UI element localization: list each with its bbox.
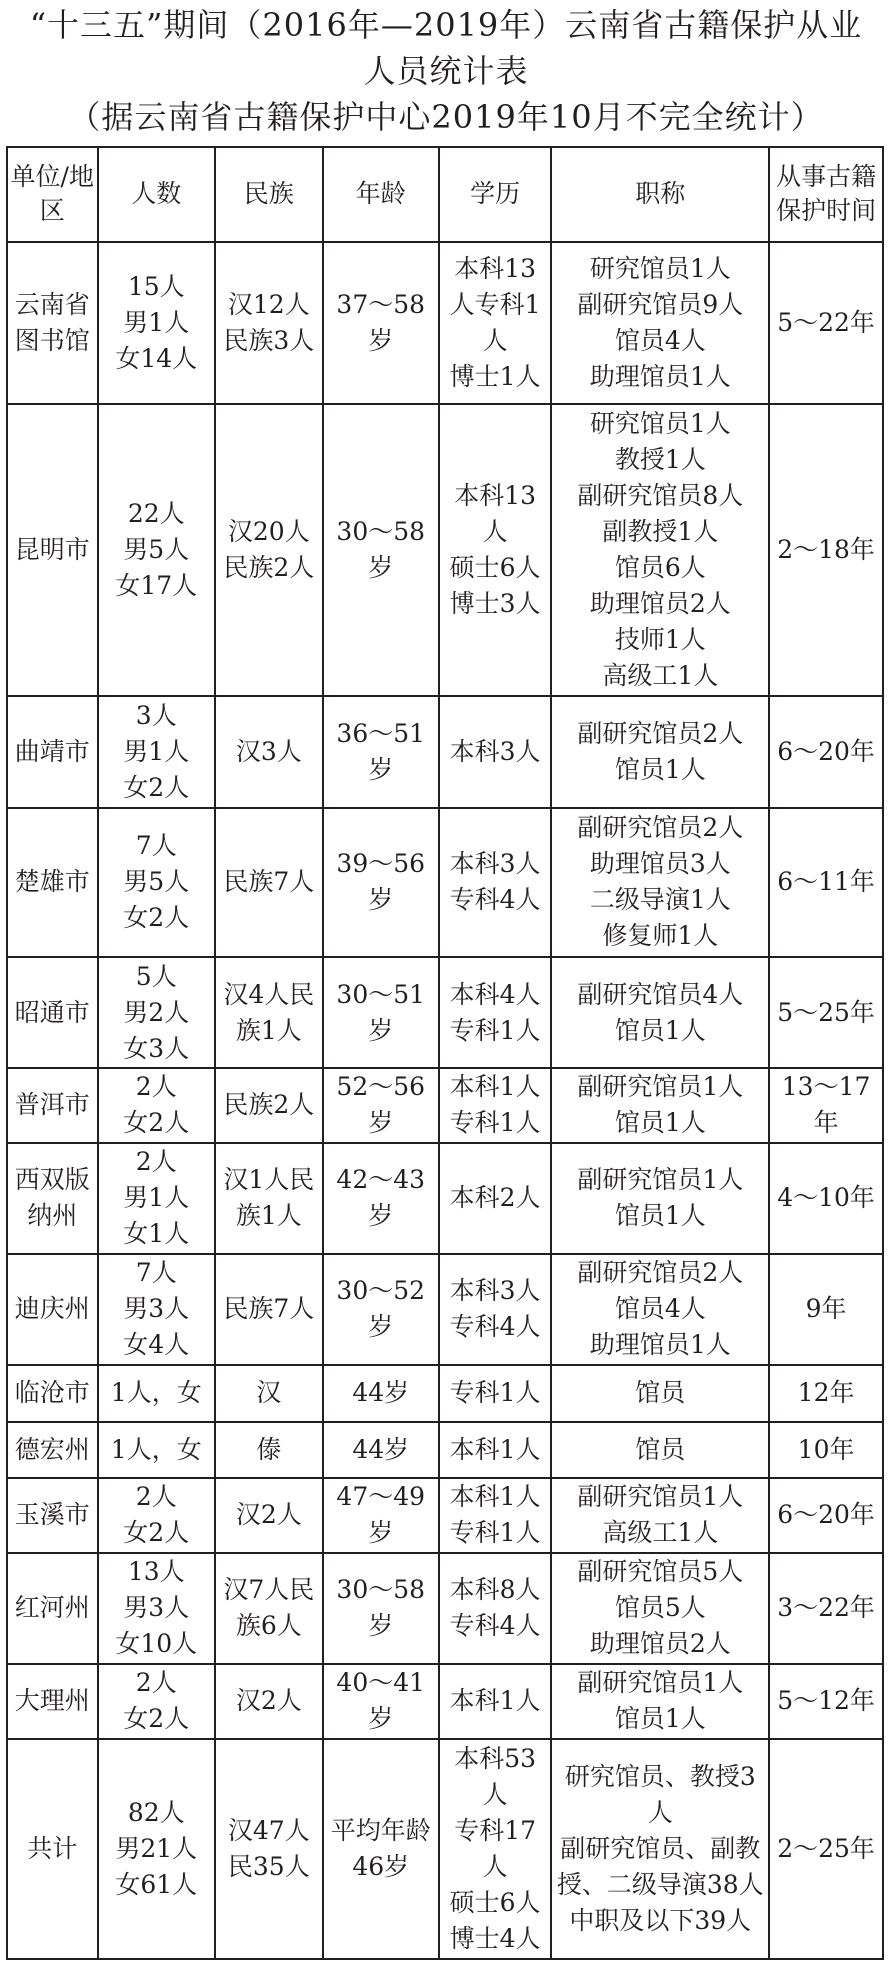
cell-education: 本科3人 专科4人 [439, 1254, 552, 1365]
cell-age: 平均年龄46岁 [323, 1739, 439, 1959]
table-title [0, 0, 892, 140]
cell-education: 本科2人 [439, 1143, 552, 1254]
cell-count: 2人 女2人 [98, 1068, 215, 1143]
header-count: 人数 [98, 147, 215, 242]
table-row [7, 1365, 883, 1422]
cell-title: 研究馆员1人 教授1人 副研究馆员8人 副教授1人 馆员6人 助理馆员2人 技师1人 高级工1人 [551, 404, 769, 697]
cell-years: 2～18年 [769, 404, 883, 697]
cell-ethnicity: 汉2人 [215, 1664, 323, 1739]
cell-education: 本科1人 [439, 1422, 552, 1479]
cell-age: 37～58岁 [323, 242, 439, 404]
cell-years: 5～12年 [769, 1664, 883, 1739]
cell-title: 副研究馆员1人 馆员1人 [551, 1068, 769, 1143]
cell-ethnicity: 汉4人民族1人 [215, 957, 323, 1068]
cell-unit: 昭通市 [7, 957, 98, 1068]
cell-unit: 云南省图书馆 [7, 242, 98, 404]
cell-years: 4～10年 [769, 1143, 883, 1254]
cell-years: 10年 [769, 1422, 883, 1479]
header-education: 学历 [439, 147, 552, 242]
cell-education: 本科1人 专科1人 [439, 1068, 552, 1143]
cell-unit: 昆明市 [7, 404, 98, 697]
cell-age: 36～51岁 [323, 696, 439, 807]
cell-title: 副研究馆员1人 高级工1人 [551, 1478, 769, 1553]
cell-years: 3～22年 [769, 1553, 883, 1664]
table-row [7, 957, 883, 1068]
cell-count: 1人，女 [98, 1365, 215, 1422]
cell-unit: 普洱市 [7, 1068, 98, 1143]
cell-title: 副研究馆员1人 馆员1人 [551, 1143, 769, 1254]
cell-ethnicity: 汉47人 民35人 [215, 1739, 323, 1959]
cell-unit: 德宏州 [7, 1422, 98, 1479]
cell-ethnicity: 傣 [215, 1422, 323, 1479]
cell-unit: 西双版纳州 [7, 1143, 98, 1254]
cell-age: 44岁 [323, 1365, 439, 1422]
cell-age: 40～41岁 [323, 1664, 439, 1739]
cell-age: 30～58岁 [323, 404, 439, 697]
cell-ethnicity: 民族2人 [215, 1068, 323, 1143]
cell-count: 2人 女2人 [98, 1664, 215, 1739]
cell-count: 13人 男3人 女10人 [98, 1553, 215, 1664]
cell-unit: 玉溪市 [7, 1478, 98, 1553]
cell-title: 研究馆员1人 副研究馆员9人 馆员4人 助理馆员1人 [551, 242, 769, 404]
cell-education: 本科13人专科1人 博士1人 [439, 242, 552, 404]
cell-title: 副研究馆员2人 馆员4人 助理馆员1人 [551, 1254, 769, 1365]
cell-ethnicity: 汉12人民族3人 [215, 242, 323, 404]
cell-age: 30～58岁 [323, 1553, 439, 1664]
table-row [7, 1422, 883, 1479]
cell-count: 7人 男3人 女4人 [98, 1254, 215, 1365]
cell-years: 9年 [769, 1254, 883, 1365]
cell-count: 22人 男5人 女17人 [98, 404, 215, 697]
cell-unit: 楚雄市 [7, 808, 98, 957]
cell-age: 42～43岁 [323, 1143, 439, 1254]
cell-age: 30～52岁 [323, 1254, 439, 1365]
cell-title: 副研究馆员2人 助理馆员3人 二级导演1人 修复师1人 [551, 808, 769, 957]
cell-education: 本科3人 [439, 696, 552, 807]
cell-ethnicity: 汉 [215, 1365, 323, 1422]
cell-unit: 大理州 [7, 1664, 98, 1739]
cell-years: 5～25年 [769, 957, 883, 1068]
cell-years: 5～22年 [769, 242, 883, 404]
table-row [7, 242, 883, 404]
cell-count: 2人 男1人 女1人 [98, 1143, 215, 1254]
cell-count: 2人 女2人 [98, 1478, 215, 1553]
cell-unit: 红河州 [7, 1553, 98, 1664]
cell-ethnicity: 汉20人民族2人 [215, 404, 323, 697]
cell-years: 2～25年 [769, 1739, 883, 1959]
cell-unit: 临沧市 [7, 1365, 98, 1422]
cell-count: 7人 男5人 女2人 [98, 808, 215, 957]
cell-count: 5人 男2人 女3人 [98, 957, 215, 1068]
cell-title: 馆员 [551, 1422, 769, 1479]
title-line-2: 人员统计表 [363, 52, 529, 90]
cell-age: 30～51岁 [323, 957, 439, 1068]
cell-unit: 共计 [7, 1739, 98, 1959]
table-row [7, 1143, 883, 1254]
cell-count: 1人，女 [98, 1422, 215, 1479]
table-row [7, 808, 883, 957]
cell-title: 副研究馆员2人 馆员1人 [551, 696, 769, 807]
cell-title: 研究馆员、教授3人 副研究馆员、副教授、二级导演38人 中职及以下39人 [551, 1739, 769, 1959]
cell-title: 副研究馆员1人 馆员1人 [551, 1664, 769, 1739]
cell-title: 馆员 [551, 1365, 769, 1422]
cell-title: 副研究馆员4人 馆员1人 [551, 957, 769, 1068]
table-row [7, 1254, 883, 1365]
cell-count: 3人 男1人 女2人 [98, 696, 215, 807]
cell-education: 本科1人 专科1人 [439, 1478, 552, 1553]
cell-age: 52～56岁 [323, 1068, 439, 1143]
cell-age: 39～56岁 [323, 808, 439, 957]
cell-education: 本科13人 硕士6人 博士3人 [439, 404, 552, 697]
cell-education: 本科8人 专科4人 [439, 1553, 552, 1664]
cell-education: 本科3人 专科4人 [439, 808, 552, 957]
cell-age: 44岁 [323, 1422, 439, 1479]
table-row [7, 404, 883, 697]
table-row [7, 1664, 883, 1739]
table-row [7, 1553, 883, 1664]
cell-unit: 迪庆州 [7, 1254, 98, 1365]
header-row [7, 147, 883, 242]
cell-ethnicity: 汉7人民族6人 [215, 1553, 323, 1664]
cell-years: 12年 [769, 1365, 883, 1422]
cell-ethnicity: 民族7人 [215, 1254, 323, 1365]
header-age: 年龄 [323, 147, 439, 242]
cell-years: 6～20年 [769, 1478, 883, 1553]
cell-ethnicity: 民族7人 [215, 808, 323, 957]
cell-age: 47～49岁 [323, 1478, 439, 1553]
table-row [7, 1478, 883, 1553]
cell-education: 本科53人 专科17人 硕士6人 博士4人 [439, 1739, 552, 1959]
cell-ethnicity: 汉3人 [215, 696, 323, 807]
table-row [7, 696, 883, 807]
cell-education: 本科1人 [439, 1664, 552, 1739]
cell-education: 专科1人 [439, 1365, 552, 1422]
header-ethnicity: 民族 [215, 147, 323, 242]
cell-unit: 曲靖市 [7, 696, 98, 807]
cell-ethnicity: 汉1人民族1人 [215, 1143, 323, 1254]
cell-years: 6～11年 [769, 808, 883, 957]
cell-title: 副研究馆员5人 馆员5人 助理馆员2人 [551, 1553, 769, 1664]
total-row [7, 1739, 883, 1959]
title-line-3: （据云南省古籍保护中心2019年10月不完全统计） [68, 98, 824, 136]
header-title: 职称 [551, 147, 769, 242]
title-line-1: “十三五”期间（2016年—2019年）云南省古籍保护从业 [29, 6, 863, 44]
cell-education: 本科4人 专科1人 [439, 957, 552, 1068]
header-years: 从事古籍保护时间 [769, 147, 883, 242]
cell-count: 15人 男1人 女14人 [98, 242, 215, 404]
cell-years: 6～20年 [769, 696, 883, 807]
cell-years: 13～17年 [769, 1068, 883, 1143]
statistics-table [6, 146, 884, 1960]
cell-ethnicity: 汉2人 [215, 1478, 323, 1553]
header-unit: 单位/地区 [7, 147, 98, 242]
cell-count: 82人 男21人 女61人 [98, 1739, 215, 1959]
table-row [7, 1068, 883, 1143]
